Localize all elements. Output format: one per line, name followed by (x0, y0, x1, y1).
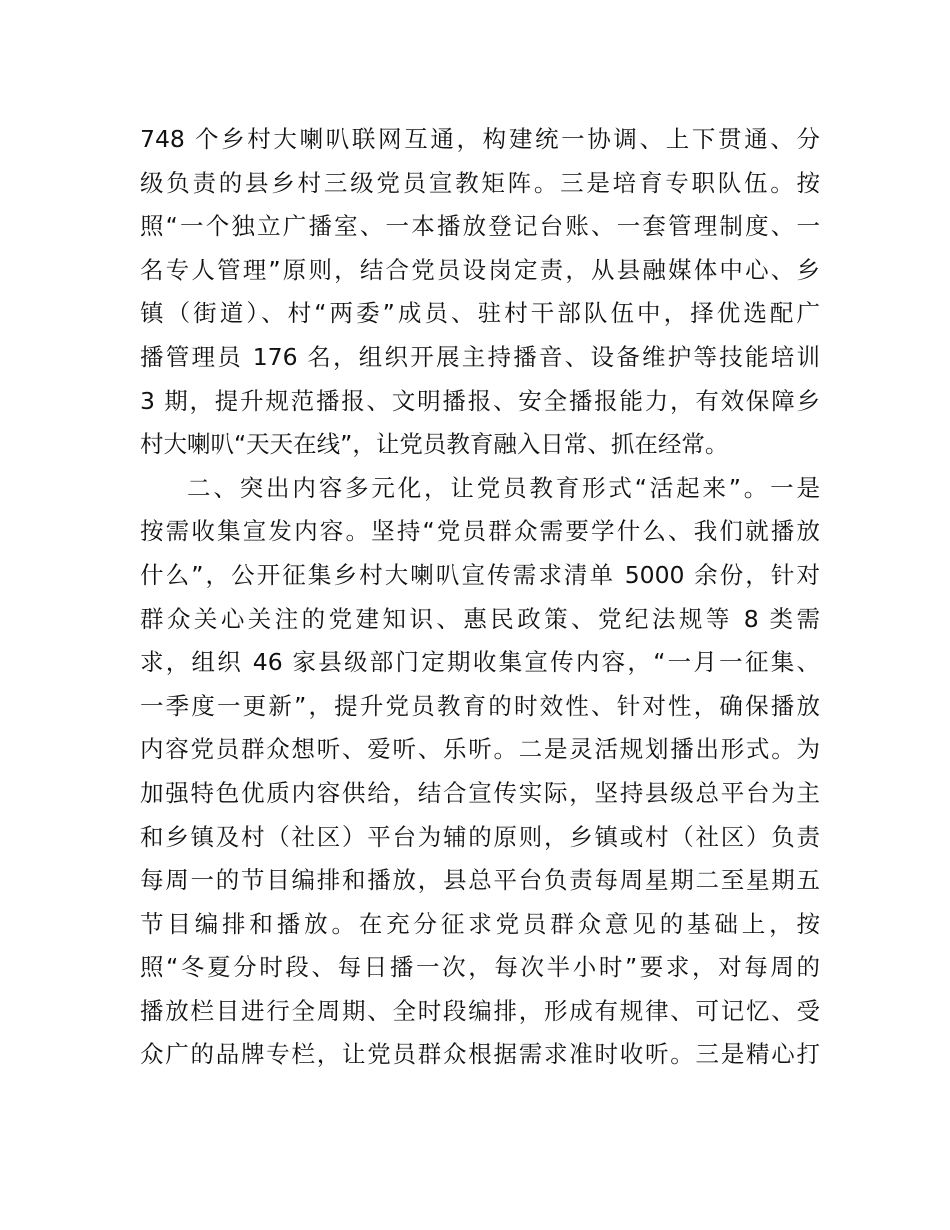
text-line: 748 个乡村大喇叭联网互通，构建统一协调、上下贯通、分 (140, 125, 820, 153)
text-line: 每周一的节目编排和播放，县总平台负责每周星期二至星期五 (140, 866, 820, 895)
text-line: 播管理员 176 名，组织开展主持播音、设备维护等技能培训 (140, 342, 820, 371)
text-line: 3 期，提升规范播报、文明播报、安全播报能力，有效保障乡 (140, 386, 820, 415)
text-line: 按需收集宣发内容。坚持“党员群众需要学什么、我们就播放 (140, 517, 820, 546)
text-line: 和乡镇及村（社区）平台为辅的原则，乡镇或村（社区）负责 (140, 822, 820, 851)
text-line: 加强特色优质内容供给，结合宣传实际，坚持县级总平台为主 (140, 778, 820, 807)
document-body (140, 118, 820, 1077)
text-line: 群众关心关注的党建知识、惠民政策、党纪法规等 8 类需 (140, 604, 820, 633)
text-line: 求，组织 46 家县级部门定期收集宣传内容，“一月一征集、 (140, 648, 820, 677)
text-line: 级负责的县乡村三级党员宣教矩阵。三是培育专职队伍。按 (140, 168, 820, 197)
text-line: 什么”，公开征集乡村大喇叭宣传需求清单 5000 余份，针对 (140, 560, 820, 589)
text-line: 村大喇叭“天天在线”，让党员教育融入日常、抓在经常。 (140, 430, 729, 459)
text-line: 镇（街道）、村“两委”成员、驻村干部队伍中，择优选配广 (140, 299, 820, 328)
text-line: 播放栏目进行全周期、全时段编排，形成有规律、可记忆、受 (140, 996, 820, 1025)
text-line: 名专人管理”原则，结合党员设岗定责，从县融媒体中心、乡 (140, 255, 820, 284)
paragraph-1 (140, 118, 820, 467)
text-line: 照“一个独立广播室、一本播放登记台账、一套管理制度、一 (140, 212, 820, 241)
text-line: 照“冬夏分时段、每日播一次，每次半小时”要求，对每周的 (140, 953, 820, 982)
text-line: 内容党员群众想听、爱听、乐听。二是灵活规划播出形式。为 (140, 735, 820, 764)
text-line: 节目编排和播放。在充分征求党员群众意见的基础上，按 (140, 909, 820, 938)
text-line: 众广的品牌专栏，让党员群众根据需求准时收听。三是精心打 (140, 1040, 820, 1069)
text-line: 二、突出内容多元化，让党员教育形式“活起来”。一是 (187, 473, 820, 502)
paragraph-2 (140, 467, 820, 1077)
text-line: 一季度一更新”，提升党员教育的时效性、针对性，确保播放 (140, 691, 820, 720)
